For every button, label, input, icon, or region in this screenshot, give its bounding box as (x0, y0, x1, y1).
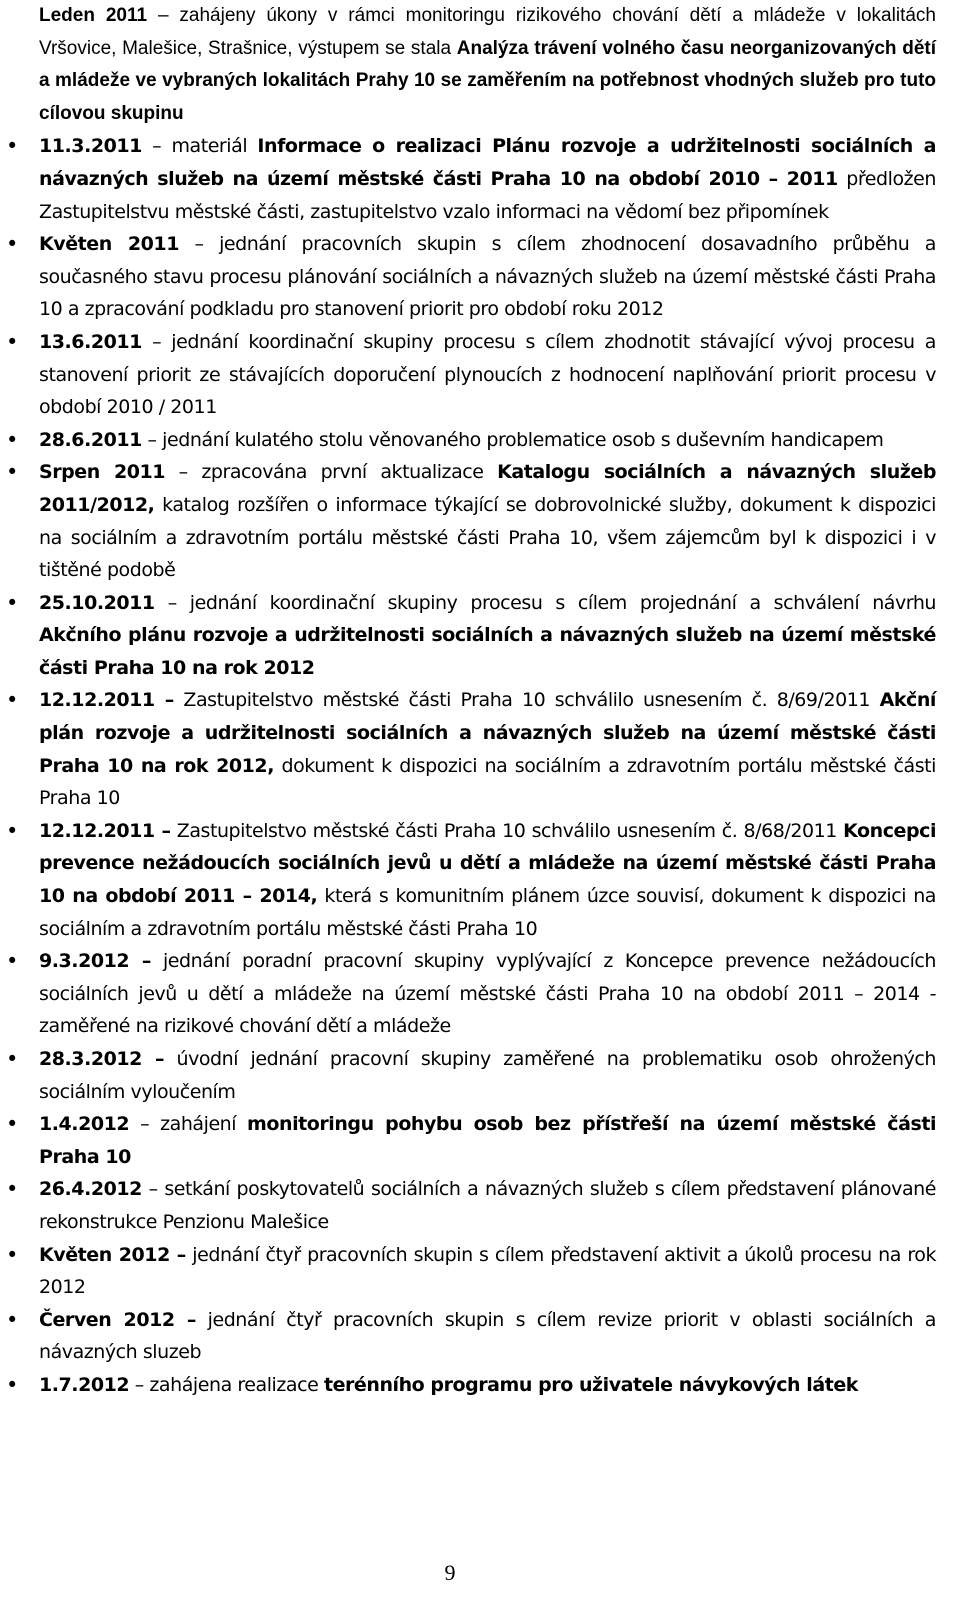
bullet-icon (2, 587, 22, 620)
item-text: dokument k dispozici na sociálním a zdravotním portálu městské části Praha 10 (39, 754, 937, 810)
item-date: Květen 2012 (39, 1243, 170, 1266)
item-highlight: Akčního plánu rozvoje a udržitelnosti sociálních a návazných služeb na území městské části Praha 10 na rok 2012 (39, 624, 936, 679)
item-text: jednání kulatého stolu věnovaného problematice osob s duševním handicapem (156, 428, 884, 451)
item-text: zpracována první aktualizace (187, 461, 498, 484)
item-separator: – (141, 135, 162, 158)
item-text: katalog rozšířen o informace týkající se dobrovolnické služby, dokument k dispozici na sociálním a zdravotním portálu městské části Praha 10, všem zájemcům byl k dispozici i v tištěné podobě (39, 493, 936, 582)
item-text: jednání čtyř pracovních skupin s cílem revize priorit v oblasti sociálních a návazných sluzeb (39, 1308, 937, 1364)
item-text: zahájeny úkony v rámci monitoringu rizikového chování dětí a mládeže v lokalitách Vršovice, Malešice, Strašnice, výstupem se stala (39, 5, 936, 59)
item-date: 1.4.2012 (39, 1113, 130, 1136)
item-text: setkání poskytovatelů sociálních a návazných služeb s cílem představení plánované rekonstrukce Penzionu Malešice (39, 1178, 936, 1233)
item-text: předložen Zastupitelstvu městské části, zastupitelstvo vzalo informaci na vědomí bez připomínek (39, 167, 936, 223)
bullet-icon (2, 1369, 22, 1402)
item-date: 11.3.2011 (39, 135, 142, 158)
bullet-icon (2, 1173, 22, 1206)
item-date: 12.12.2011 (39, 819, 155, 842)
item-highlight: Analýza trávení volného času neorganizovaných dětí a mládeže ve vybraných lokalitách Prahy 10 se zaměřením na potřebnost vhodných služeb pro tuto cílovou skupinu (39, 37, 936, 124)
bullet-icon (2, 424, 22, 457)
timeline-item (0, 815, 960, 945)
item-date: 26.4.2012 (39, 1178, 142, 1201)
item-separator: – (147, 5, 169, 26)
bullet-icon (2, 1043, 22, 1076)
timeline-item (0, 1173, 960, 1238)
item-highlight: Akční plán rozvoje a udržitelnosti sociálních a návazných služeb na území městské části Praha 10 na rok 2012, (39, 689, 936, 777)
item-highlight: terénního programu pro uživatele návykových látek (323, 1373, 858, 1396)
bullet-icon (2, 228, 22, 261)
item-date: Červen 2012 (39, 1308, 175, 1331)
item-text: jednání poradní pracovní skupiny vyplývající z Koncepce prevence nežádoucích sociálních jevů u dětí a mládeže na území městské části Praha 10 na období 2011 – 2014 - zaměřené na rizikové chování dětí a mládeže (39, 950, 937, 1038)
timeline-item (0, 130, 960, 228)
item-separator: – (174, 1308, 196, 1331)
timeline-item (0, 1043, 960, 1108)
item-date: 1.7.2012 (39, 1373, 130, 1396)
timeline-item (0, 684, 960, 814)
item-date: 25.10.2011 (39, 591, 155, 614)
timeline-item (0, 424, 960, 457)
bullet-icon (2, 945, 22, 978)
bullet-icon (2, 130, 22, 163)
timeline-item (0, 456, 960, 586)
item-text: jednání pracovních skupin s cílem zhodnocení dosavadního průběhu a současného stavu procesu plánování sociálních a návazných služeb na území městské části Praha 10 a zpracování podkladu pro stanovení priorit pro období roku 2012 (39, 233, 936, 321)
item-separator: – (154, 591, 177, 614)
item-separator: – (129, 1113, 150, 1136)
timeline-item (0, 587, 960, 685)
item-highlight: Informace o realizaci Plánu rozvoje a udržitelnosti sociálních a návazných služeb na území městské části Praha 10 na období 2010 – 2011 (39, 135, 937, 190)
item-separator: – (165, 461, 188, 484)
item-date: 13.6.2011 (39, 330, 142, 353)
item-separator: – (129, 1373, 144, 1396)
item-text: zahájení (149, 1113, 248, 1136)
bullet-icon (2, 1304, 22, 1337)
item-highlight: Koncepci prevence nežádoucích sociálních jevů u dětí a mládeže na území městské části Praha 10 na období 2011 – 2014, (39, 819, 937, 908)
item-date: Srpen 2011 (39, 461, 166, 484)
timeline-item (0, 0, 960, 130)
item-separator: – (178, 233, 204, 256)
item-text: zahájena realizace (143, 1373, 324, 1396)
item-separator: – (129, 950, 151, 973)
bullet-icon (2, 326, 22, 359)
timeline-item (0, 1369, 960, 1402)
timeline-item (0, 1108, 960, 1173)
timeline-item (0, 228, 960, 326)
item-text: Zastupitelstvo městské části Praha 10 schválilo usnesením č. 8/68/2011 (170, 819, 844, 842)
item-date: Květen 2011 (39, 233, 179, 256)
item-separator: – (141, 428, 157, 451)
item-text: Zastupitelstvo městské části Praha 10 schválilo usnesením č. 8/69/2011 (173, 689, 880, 712)
bullet-icon (2, 1108, 22, 1141)
item-text: materiál (161, 135, 258, 158)
item-text: jednání čtyř pracovních skupin s cílem představení aktivit a úkolů procesu na rok 2012 (39, 1243, 936, 1299)
item-highlight: monitoringu pohybu osob bez přístřeší na území městské části Praha 10 (39, 1113, 937, 1168)
timeline-item (0, 1239, 960, 1304)
bullet-icon (2, 456, 22, 489)
item-separator: – (154, 689, 174, 712)
item-separator: – (141, 1048, 165, 1070)
item-date: 28.6.2011 (39, 428, 142, 451)
item-date: 28.3.2012 (39, 1048, 142, 1070)
item-date: 9.3.2012 (39, 950, 130, 973)
page-number: 9 (444, 1560, 456, 1585)
item-text: jednání koordinační skupiny procesu s cílem projednání a schválení návrhu (176, 591, 936, 614)
item-separator: – (141, 1178, 158, 1201)
item-highlight: Katalogu sociálních a návazných služeb 2011/2012, (39, 461, 936, 516)
bullet-icon (2, 815, 22, 848)
item-separator: – (141, 330, 162, 353)
item-separator: – (169, 1243, 186, 1266)
timeline-item (0, 326, 960, 424)
timeline-item (0, 945, 960, 1043)
bullet-icon (2, 684, 22, 717)
item-text: která s komunitním plánem úzce souvisí, dokument k dispozici na sociálním a zdravotním portálu městské části Praha 10 (39, 885, 937, 940)
item-separator: – (154, 819, 171, 842)
item-date: 12.12.2011 (39, 689, 155, 712)
timeline-item (0, 1304, 960, 1369)
bullet-icon (2, 1239, 22, 1272)
item-text: jednání koordinační skupiny procesu s cílem zhodnotit stávající vývoj procesu a stanovení priorit ze stávajících doporučení plynoucích z hodnocení naplňování priorit procesu v období 2010 / 2011 (39, 330, 936, 419)
item-text: úvodní jednání pracovní skupiny zaměřené na problematiku osob ohrožených sociálním vyloučením (39, 1048, 936, 1103)
item-date: Leden 2011 (39, 5, 148, 26)
